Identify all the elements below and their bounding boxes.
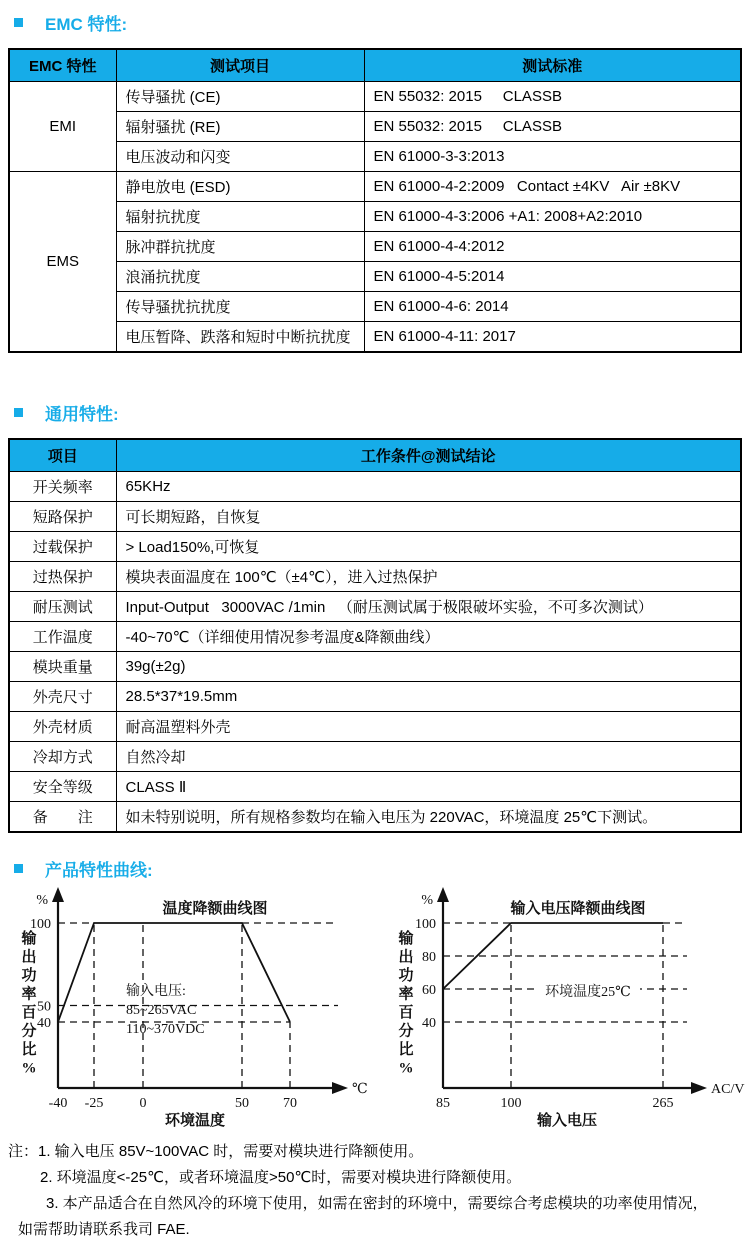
emc-group-ems: EMS <box>9 172 116 353</box>
emc-table <box>8 48 742 353</box>
table-row <box>9 292 741 322</box>
table-row <box>9 712 741 742</box>
test-standard-cell: EN 61000-4-4:2012 <box>364 232 741 262</box>
svg-text:40: 40 <box>422 1016 436 1031</box>
section-title-emc-label: EMC 特性: <box>45 15 128 34</box>
svg-text:%: % <box>421 893 433 908</box>
test-item-cell: 电压波动和闪变 <box>116 142 364 172</box>
row-label: 外壳材质 <box>9 712 116 742</box>
svg-text:输入电压降额曲线图: 输入电压降额曲线图 <box>510 901 646 917</box>
test-standard-cell: EN 61000-3-3:2013 <box>364 142 741 172</box>
general-header-item: 项目 <box>9 439 116 472</box>
emc-header-test-standard: 测试标准 <box>364 49 741 82</box>
note-line: 3. 本产品适合在自然风冷的环境下使用，如需在密封的环境中，需要综合考虑模块的功率使用情况， <box>46 1195 708 1212</box>
row-label: 短路保护 <box>9 502 116 532</box>
svg-text:输出功率百分比%: 输出功率百分比% <box>21 931 37 1077</box>
svg-text:%: % <box>36 893 48 908</box>
row-label: 耐压测试 <box>9 592 116 622</box>
row-label: 备 注 <box>9 802 116 833</box>
emc-header-feature: EMC 特性 <box>9 49 116 82</box>
row-label: 模块重量 <box>9 652 116 682</box>
svg-text:85~265VAC: 85~265VAC <box>126 1003 197 1018</box>
note-line: 2. 环境温度<-25℃，或者环境温度>50℃时，需要对模块进行降额使用。 <box>40 1169 522 1186</box>
table-row <box>9 262 741 292</box>
row-value: 模块表面温度在 100℃（±4℃），进入过热保护 <box>116 562 741 592</box>
square-bullet-icon <box>14 864 23 873</box>
notes-block <box>0 1139 750 1243</box>
row-value: 可长期短路，自恢复 <box>116 502 741 532</box>
row-value: 自然冷却 <box>116 742 741 772</box>
row-label: 工作温度 <box>9 622 116 652</box>
row-label: 开关频率 <box>9 472 116 502</box>
test-item-cell: 传导骚扰 (CE) <box>116 82 364 112</box>
row-value: > Load150%,可恢复 <box>116 532 741 562</box>
general-table <box>8 438 742 833</box>
row-value: Input-Output 3000VAC /1min （耐压测试属于极限破坏实验，不可多次测试） <box>116 592 741 622</box>
table-row <box>9 142 741 172</box>
test-item-cell: 传导骚扰抗扰度 <box>116 292 364 322</box>
table-row <box>9 322 741 353</box>
svg-text:60: 60 <box>422 983 436 998</box>
table-row <box>9 742 741 772</box>
row-value: 39g(±2g) <box>116 652 741 682</box>
general-table-header-row <box>9 439 741 472</box>
general-header-condition: 工作条件@测试结论 <box>116 439 741 472</box>
table-row <box>9 622 741 652</box>
svg-text:50: 50 <box>235 1096 249 1111</box>
emc-header-test-item: 测试项目 <box>116 49 364 82</box>
test-standard-cell: EN 55032: 2015 CLASSB <box>364 112 741 142</box>
row-value: CLASS Ⅱ <box>116 772 741 802</box>
test-standard-cell: EN 61000-4-11: 2017 <box>364 322 741 353</box>
table-row <box>9 652 741 682</box>
chart-input-voltage-derating <box>393 883 745 1135</box>
row-value: 65KHz <box>116 472 741 502</box>
test-standard-cell: EN 61000-4-5:2014 <box>364 262 741 292</box>
row-value: 耐高温塑料外壳 <box>116 712 741 742</box>
svg-text:-25: -25 <box>84 1096 104 1111</box>
table-row <box>9 112 741 142</box>
table-row <box>9 502 741 532</box>
table-row <box>9 772 741 802</box>
test-standard-cell: EN 55032: 2015 CLASSB <box>364 82 741 112</box>
test-item-cell: 电压暂降、跌落和短时中断抗扰度 <box>116 322 364 353</box>
svg-text:100: 100 <box>415 917 436 932</box>
row-label: 过热保护 <box>9 562 116 592</box>
svg-text:输出功率百分比%: 输出功率百分比% <box>398 931 414 1077</box>
table-row <box>9 802 741 833</box>
test-item-cell: 辐射骚扰 (RE) <box>116 112 364 142</box>
emc-table-header-row <box>9 49 741 82</box>
test-item-cell: 脉冲群抗扰度 <box>116 232 364 262</box>
svg-text:-40: -40 <box>48 1096 68 1111</box>
test-item-cell: 浪涌抗扰度 <box>116 262 364 292</box>
table-row <box>9 202 741 232</box>
table-row <box>9 232 741 262</box>
note-line: 注：1. 输入电压 85V~100VAC 时，需要对模块进行降额使用。 <box>8 1143 424 1160</box>
chart-temperature-derating <box>20 883 385 1135</box>
test-item-cell: 静电放电 (ESD) <box>116 172 364 202</box>
row-label: 外壳尺寸 <box>9 682 116 712</box>
section-title-curves <box>14 856 750 881</box>
table-row <box>9 532 741 562</box>
row-value: 如未特别说明，所有规格参数均在输入电压为 220VAC，环境温度 25℃下测试。 <box>116 802 741 833</box>
row-label: 冷却方式 <box>9 742 116 772</box>
section-title-general-label: 通用特性: <box>45 405 119 424</box>
note-line: 如需帮助请联系我司 FAE. <box>18 1221 190 1238</box>
table-row <box>9 562 741 592</box>
row-value: 28.5*37*19.5mm <box>116 682 741 712</box>
svg-text:输入电压:: 输入电压: <box>126 984 186 999</box>
svg-text:80: 80 <box>422 950 436 965</box>
svg-text:265: 265 <box>652 1096 674 1111</box>
svg-text:环境温度: 环境温度 <box>164 1113 226 1129</box>
svg-text:100: 100 <box>30 917 51 932</box>
section-title-curves-label: 产品特性曲线: <box>45 861 153 880</box>
test-standard-cell: EN 61000-4-3:2006 +A1: 2008+A2:2010 <box>364 202 741 232</box>
svg-text:70: 70 <box>283 1096 297 1111</box>
row-label: 安全等级 <box>9 772 116 802</box>
svg-text:℃: ℃ <box>352 1082 368 1097</box>
row-label: 过载保护 <box>9 532 116 562</box>
table-row <box>9 472 741 502</box>
table-row <box>9 172 741 202</box>
emc-group-emi: EMI <box>9 82 116 172</box>
svg-text:40: 40 <box>37 1016 51 1031</box>
svg-text:110~370VDC: 110~370VDC <box>126 1022 205 1037</box>
charts-row <box>0 883 750 1135</box>
test-standard-cell: EN 61000-4-2:2009 Contact ±4KV Air ±8KV <box>364 172 741 202</box>
section-title-emc <box>14 10 750 35</box>
table-row <box>9 82 741 112</box>
table-row <box>9 592 741 622</box>
svg-text:50: 50 <box>37 999 51 1015</box>
svg-text:0: 0 <box>139 1096 147 1111</box>
table-row <box>9 682 741 712</box>
square-bullet-icon <box>14 408 23 417</box>
square-bullet-icon <box>14 18 23 27</box>
svg-text:温度降额曲线图: 温度降额曲线图 <box>162 901 268 917</box>
row-value: -40~70℃（详细使用情况参考温度&降额曲线） <box>116 622 741 652</box>
svg-text:AC/V: AC/V <box>711 1082 745 1097</box>
section-title-general <box>14 400 750 425</box>
test-item-cell: 辐射抗扰度 <box>116 202 364 232</box>
svg-text:输入电压: 输入电压 <box>536 1113 598 1129</box>
test-standard-cell: EN 61000-4-6: 2014 <box>364 292 741 322</box>
svg-text:85: 85 <box>436 1096 450 1111</box>
svg-text:环境温度25℃: 环境温度25℃ <box>545 985 631 1000</box>
svg-text:100: 100 <box>500 1096 522 1111</box>
